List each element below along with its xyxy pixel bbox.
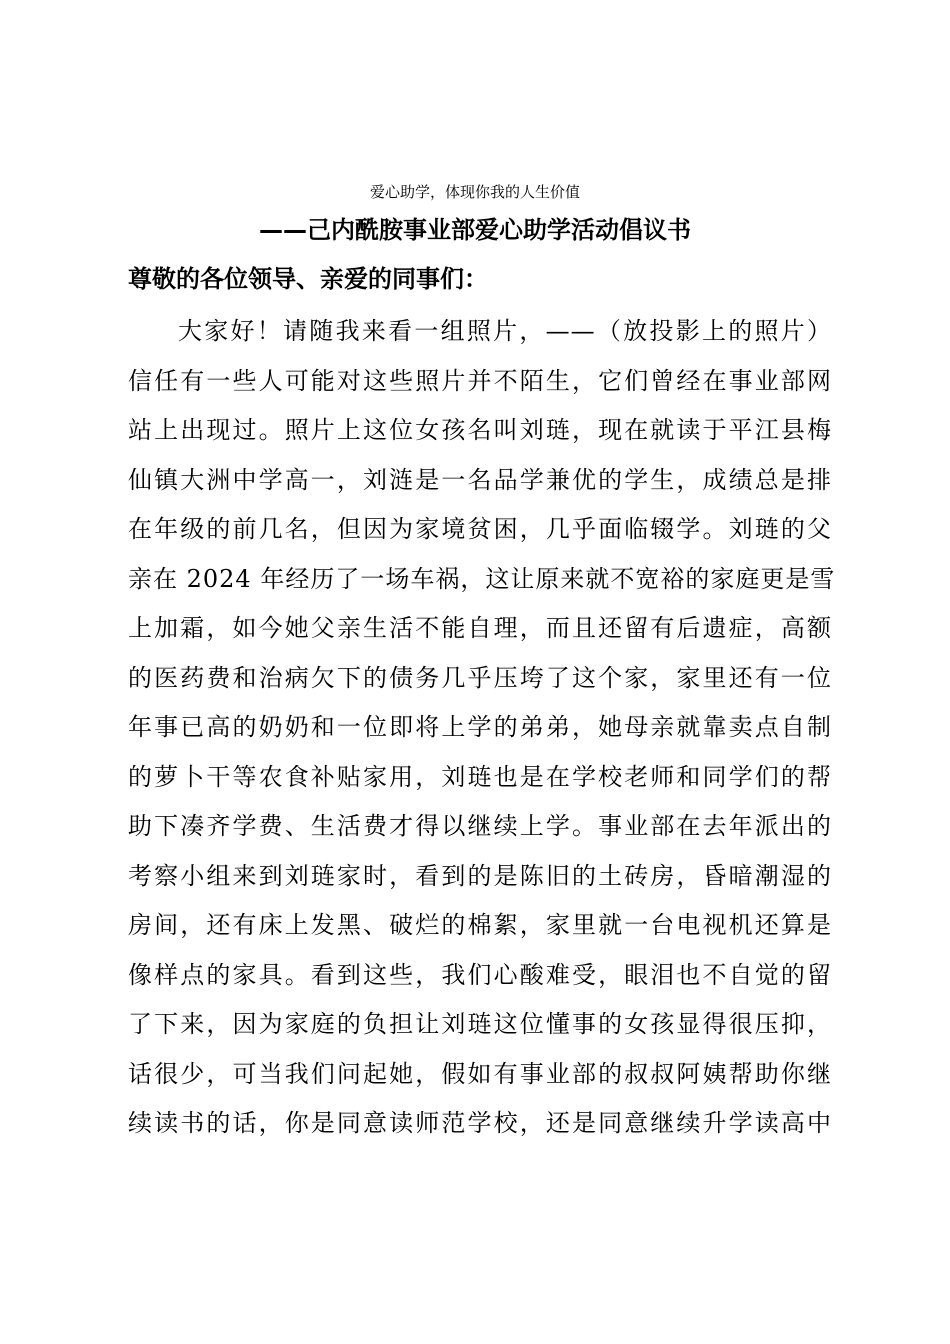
- body-line: 的萝卜干等农食补贴家用，刘琏也是在学校老师和同学们的帮: [128, 762, 832, 791]
- body-line: 话很少，可当我们问起她，假如有事业部的叔叔阿姨帮助你继: [128, 1059, 832, 1088]
- body-line: 像样点的家具。看到这些，我们心酸难受，眼泪也不自觉的留: [128, 960, 832, 989]
- body-line: 在年级的前几名，但因为家境贫困，几乎面临辍学。刘琏的父: [128, 515, 832, 543]
- document-subtitle: 爱心助学，体现你我的人生价值: [369, 183, 580, 201]
- body-line: 了下来，因为家庭的负担让刘琏这位懂事的女孩显得很压抑，: [128, 1010, 832, 1038]
- body-line: 上加霜，如今她父亲生活不能自理，而且还留有后遗症，高额: [128, 614, 832, 642]
- body-text: [128, 312, 836, 1154]
- body-line: 助下凑齐学费、生活费才得以继续上学。事业部在去年派出的: [128, 812, 832, 840]
- body-line: 的医药费和治病欠下的债务几乎压垮了这个家，家里还有一位: [128, 663, 832, 692]
- body-line: 信任有一些人可能对这些照片并不陌生，它们曾经在事业部网: [128, 366, 832, 395]
- body-line: 仙镇大洲中学高一，刘涟是一名品学兼优的学生，成绩总是排: [128, 465, 832, 494]
- document-title: ——己内酰胺事业部爱心助学活动倡议书: [259, 216, 691, 244]
- body-line: 亲在 2024 年经历了一场车祸，这让原来就不宽裕的家庭更是雪: [128, 564, 836, 593]
- body-line: 续读书的话，你是同意读师范学校，还是同意继续升学读高中: [128, 1109, 832, 1137]
- body-line: 大家好！请随我来看一组照片，——（放投影上的照片）: [178, 317, 832, 345]
- body-line: 房间，还有床上发黑、破烂的棉絮，家里就一台电视机还算是: [128, 911, 832, 939]
- salutation: 尊敬的各位领导、亲爱的同事们：: [128, 265, 488, 293]
- body-line: 年事已高的奶奶和一位即将上学的弟弟，她母亲就靠卖点自制: [128, 713, 832, 741]
- body-line: 站上出现过。照片上这位女孩名叫刘琏，现在就读于平江县梅: [128, 416, 832, 444]
- body-line: 考察小组来到刘琏家时，看到的是陈旧的土砖房，昏暗潮湿的: [128, 861, 832, 890]
